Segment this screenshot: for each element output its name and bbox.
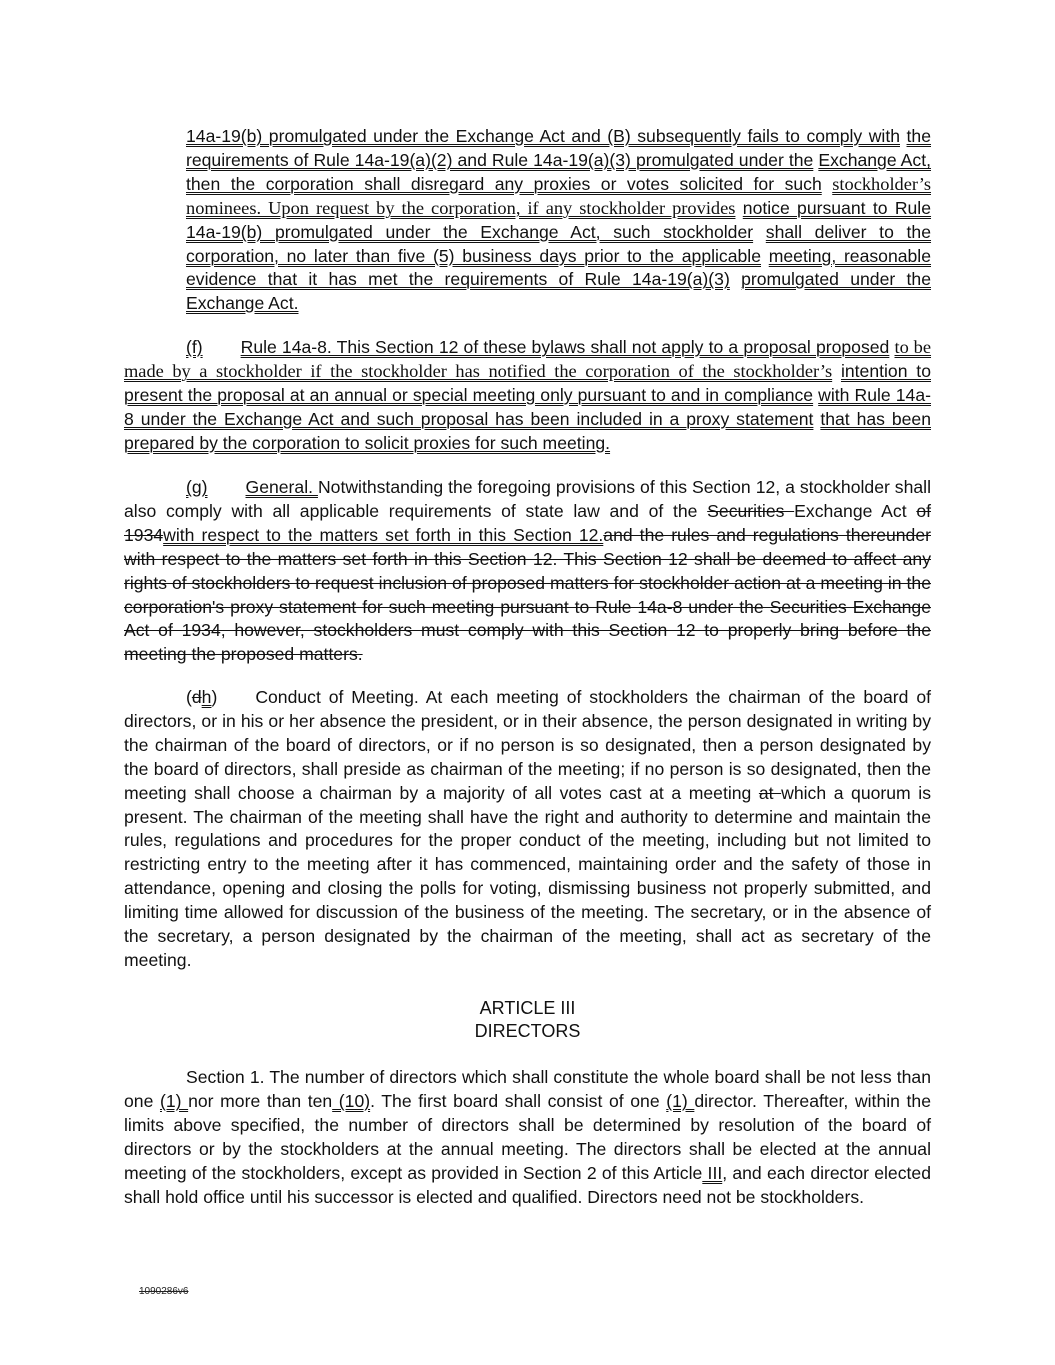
- deleted-text: and the rules and regulations thereunder with respect to the matters set forth in this Section 12. This Section 12 shall be deemed to affect any rights of stockholders to request inclusion of proposed matters for stockholder action at a meeting in the corporation's proxy statement for such meeting pursuant to Rule 14a-8 under the Securities Exchange Act of 1934, however, stockholders must comply with this Section 12 to properly bring before the meeting the proposed matters.: [124, 524, 931, 665]
- inserted-text: (10): [332, 1090, 371, 1111]
- inserted-text: with Rule 14a-8 under the Exchange Act and such proposal has been included in a proxy statement: [124, 384, 931, 429]
- inserted-text: intention to present the proposal at an annual or special meeting only pursuant to and in compliance: [124, 360, 931, 405]
- inserted-text: (1): [666, 1090, 695, 1111]
- article-number: ARTICLE III: [479, 998, 576, 1018]
- inserted-text: (1): [159, 1090, 189, 1111]
- inserted-text: Exchange Act, then the corporation shall disregard any proxies or votes solicited for such: [186, 149, 931, 194]
- paragraph-label-close: ): [211, 687, 218, 707]
- document-id-footer: 1090286v6: [139, 1286, 189, 1297]
- paragraph-h: [124, 686, 931, 973]
- body-text: which a quorum is present. The chairman of the meeting shall have the right and authority to determine and maintain the rules, regulations and procedures for the proper conduct of the meeting, including but not limited to restricting entry to the meeting after it has commenced, maintaining order and the safety of those in attendance, opening and closing the polls for voting, dismissing business not properly submitted, and limiting time allowed for discussion of the business of the meeting. The secretary, or in the absence of the secretary, a person designated by the chairman of the meeting, shall act as secretary of the meeting.: [124, 782, 931, 970]
- paragraph-e-continuation: [186, 125, 931, 316]
- paragraph-label: (f): [186, 337, 203, 357]
- inserted-text: 14a-19(b) promulgated under the Exchange Act and (B) subsequently fails to comply with: [186, 126, 900, 146]
- inserted-text: notice pursuant to Rule 14a-19(b) promulgated under the Exchange Act, such stockholder: [186, 197, 932, 242]
- paragraph-f: [124, 336, 931, 456]
- section-1: [124, 1066, 931, 1209]
- inserted-text: stockholder’s nominees. Upon request by the corporation, if any stockholder provides: [186, 173, 931, 218]
- deleted-text: Securities: [707, 500, 795, 521]
- paragraph-label: (g): [186, 477, 208, 497]
- deleted-text: of 1934: [124, 500, 931, 545]
- paragraph-g: [124, 476, 931, 667]
- inserted-text: Rule 14a-8. This Section 12 of these bylaws shall not apply to a proposal proposed: [240, 337, 890, 357]
- body-text: Exchange Act: [794, 500, 917, 521]
- body-text: Notwithstanding the foregoing provisions of this Section 12, a stockholder shall also comply with all applicable requirements of state law and of the: [124, 477, 931, 521]
- body-text: Section 1. The number of directors which shall constitute the whole board shall be not less than one: [124, 1067, 931, 1111]
- inserted-text: with respect to the matters set forth in this Section 12.: [163, 524, 604, 545]
- body-text: director. Thereafter, within the limits above specified, the number of directors shall be determined by resolution of the board of directors or by the stockholders at the annual meeting. The directors shall be elected at the annual meeting of the stockholders, except as provided in Section 2 of this Article: [124, 1090, 931, 1183]
- inserted-text: promulgated under the Exchange Act.: [186, 269, 931, 314]
- inserted-text: shall deliver to the corporation, no later than five (5) business days prior to the applicable: [186, 221, 932, 266]
- inserted-text: the requirements of Rule 14a-19(a)(2) and Rule 14a-19(a)(3) promulgated under the: [186, 126, 931, 170]
- paragraph-label-open: (: [186, 687, 192, 707]
- article-heading: [124, 997, 931, 1043]
- article-title: DIRECTORS: [474, 1021, 581, 1041]
- body-text: , and each director elected shall hold office until his successor is elected and qualified. Directors need not be stockholders.: [124, 1162, 931, 1207]
- inserted-text: General.: [245, 477, 318, 497]
- body-text: . The first board shall consist of one: [370, 1090, 667, 1111]
- body-text: nor more than ten: [188, 1090, 333, 1111]
- inserted-text: to be made by a stockholder if the stockholder has notified the corporation of the stockholder’s: [124, 337, 932, 381]
- deleted-text: d: [191, 687, 202, 707]
- inserted-text: III: [702, 1162, 723, 1183]
- deleted-text: at: [758, 782, 782, 803]
- inserted-text: meeting, reasonable evidence that it has met the requirements of Rule 14a-19(a)(3): [186, 245, 931, 290]
- body-text: Conduct of Meeting. At each meeting of stockholders the chairman of the board of directors, or in his or her absence the president, or in their absence, the person designated in writing by the chairman of the board of directors, or if no person is so designated, then a person designated by the board of directors, shall preside as chairman of the meeting; if no person is so designated, then the meeting shall choose a chairman by a majority of all votes cast at a meeting: [124, 687, 931, 803]
- inserted-text: h: [201, 687, 212, 707]
- inserted-text: that has been prepared by the corporation to solicit proxies for such meeting.: [124, 408, 931, 453]
